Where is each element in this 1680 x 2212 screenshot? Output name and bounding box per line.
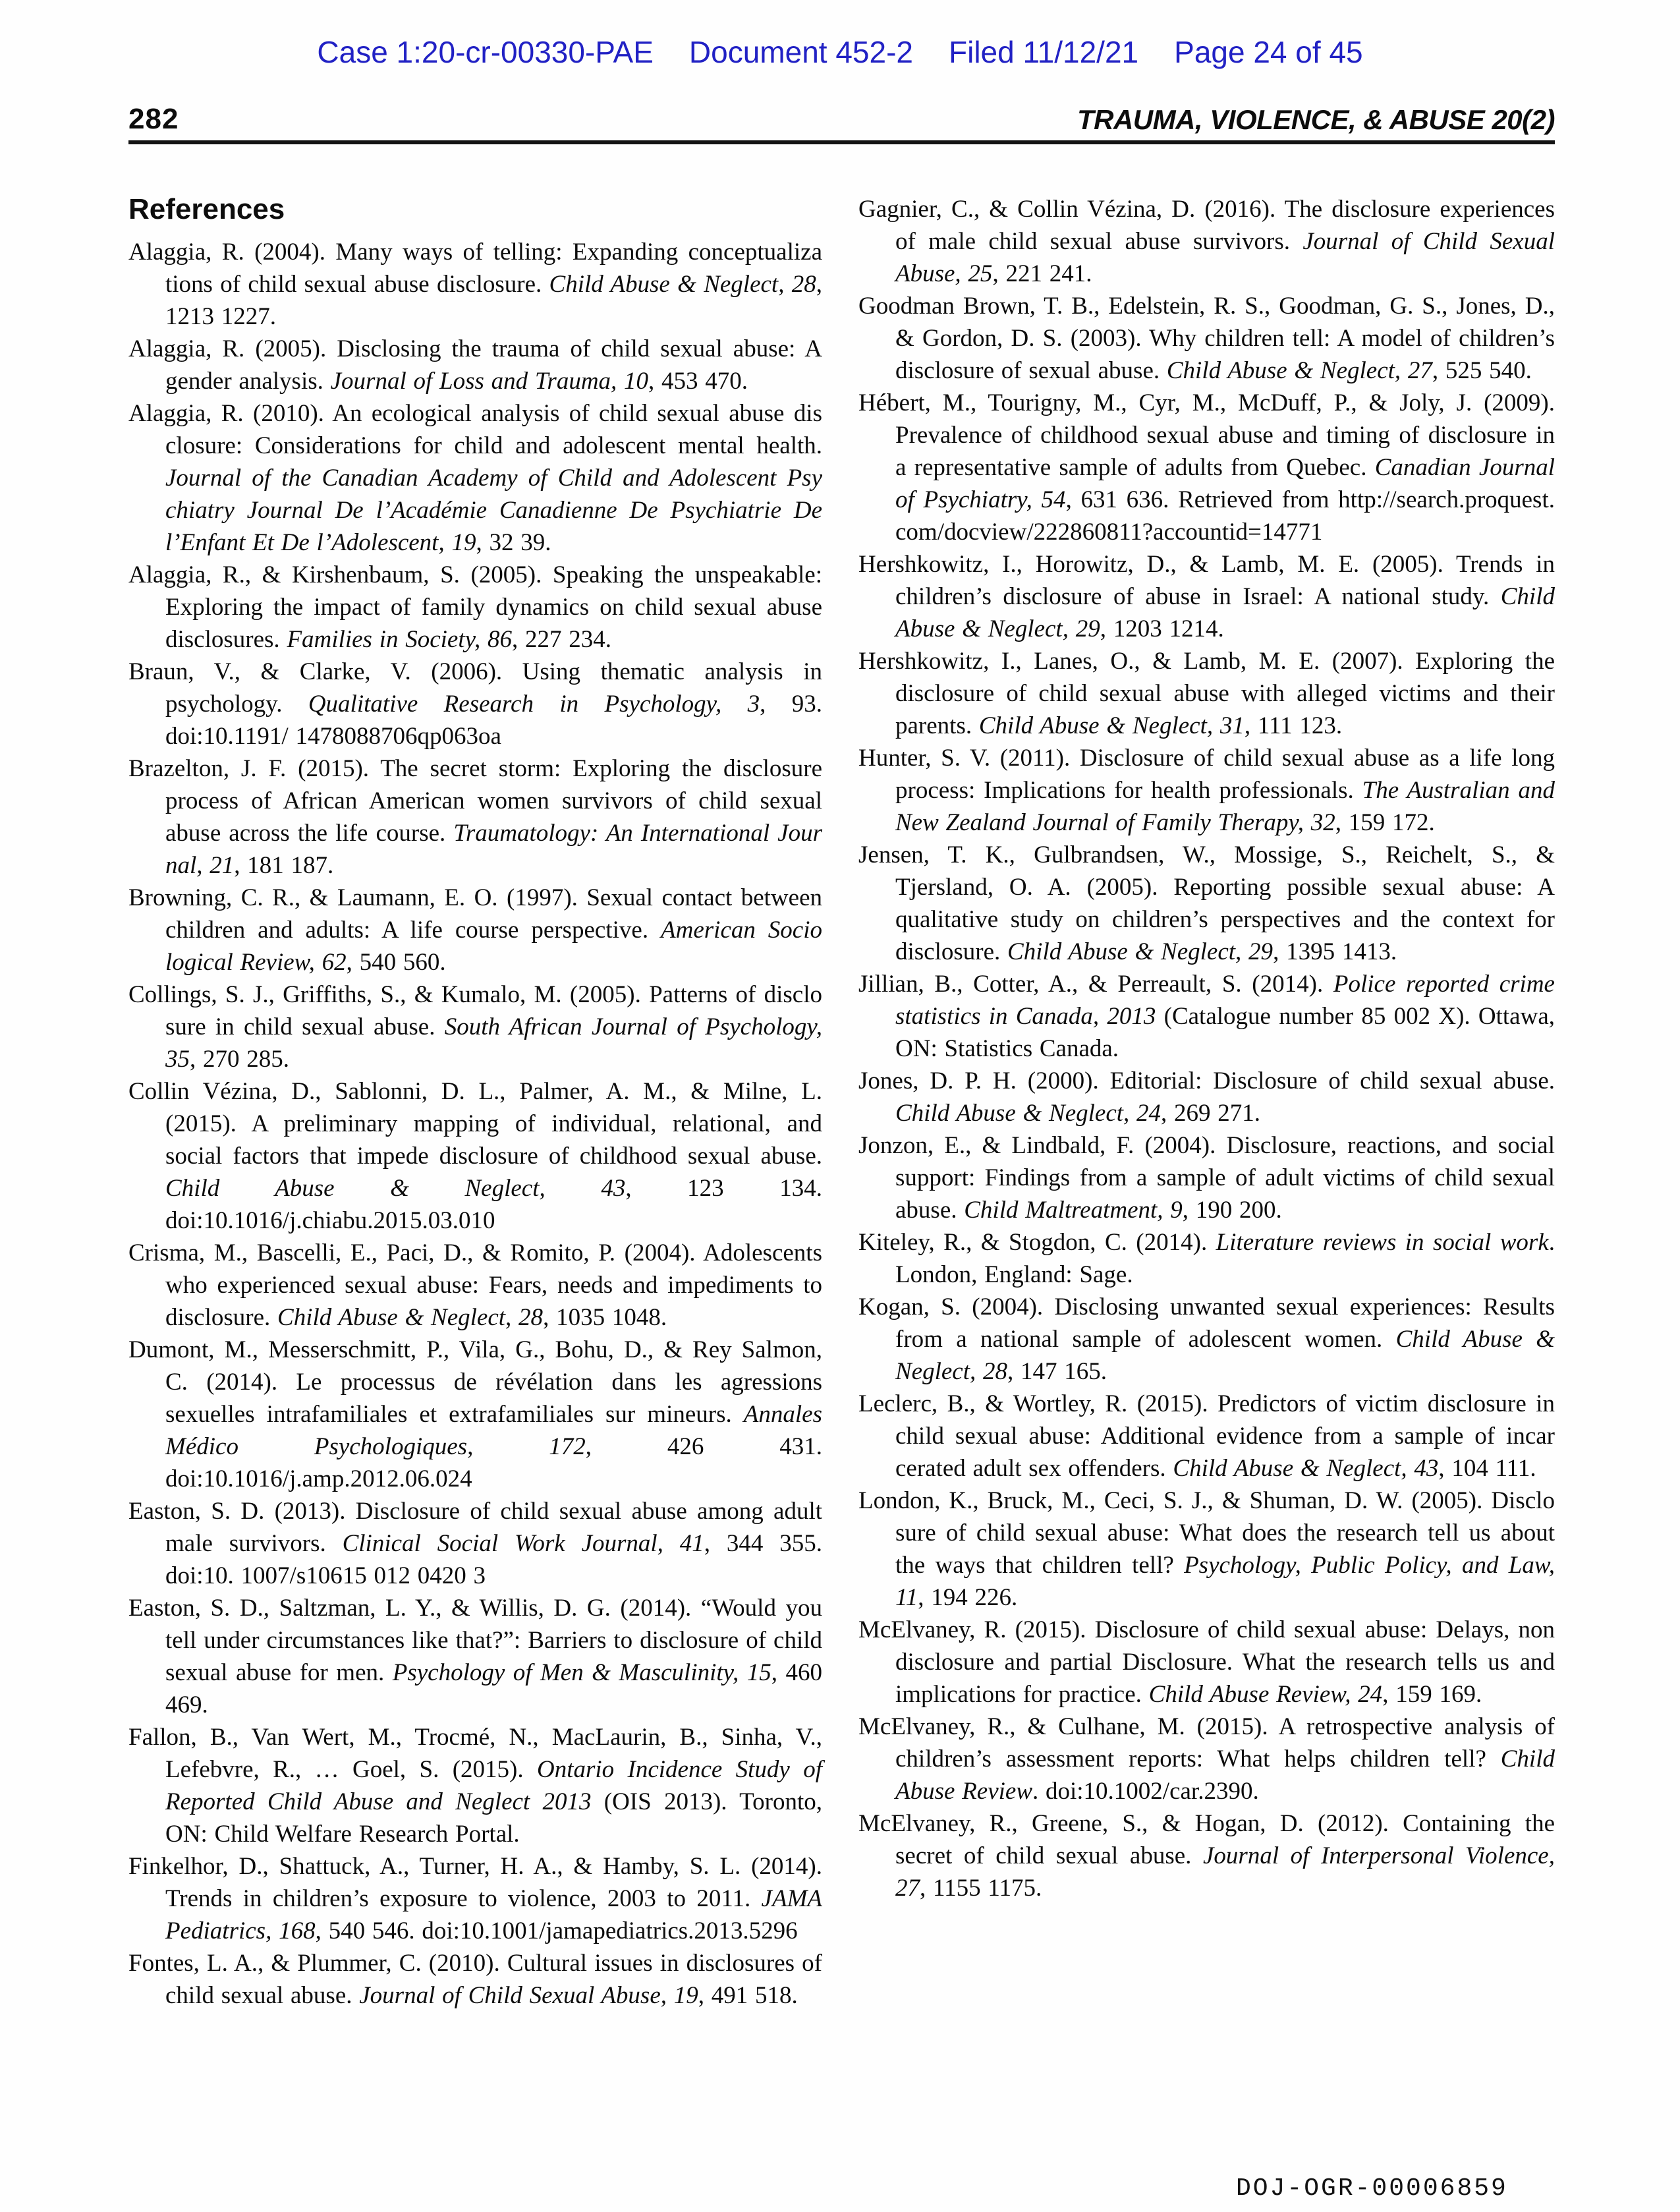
references-column-left (128, 193, 822, 2012)
reference-item: Hébert, M., Tourigny, M., Cyr, M., McDuff, P., & Joly, J. (2009). Prevalence of childhood sexual abuse and timing of disclosure in a representative sample of adults from Quebec. Canadian Journal of Psychiatry, 54, 631 636. Retrieved from http://search.proquest. com/docview/222860811?accountid=14771 (858, 389, 1555, 546)
reference-item: Goodman Brown, T. B., Edelstein, R. S., Goodman, G. S., Jones, D., & Gordon, D. S. (2003). Why children tell: A model of children’s disclosure of sexual abuse. Child Abuse & Neglect, 27, 525 540. (858, 293, 1555, 384)
page-count: Page 24 of 45 (1174, 35, 1363, 69)
case-stamp-header (0, 34, 1680, 70)
reference-item: Jillian, B., Cotter, A., & Perreault, S. (2014). Police reported crime statistics in Canada, 2013 (Catalogue number 85 002 X). Ottawa, ON: Statistics Canada. (858, 971, 1555, 1062)
reference-item: Browning, C. R., & Laumann, E. O. (1997). Sexual contact between children and adults: A life course perspective. American Socio logical Review, 62, 540 560. (128, 884, 822, 976)
reference-item: Leclerc, B., & Wortley, R. (2015). Predictors of victim disclosure in child sexual abuse: Additional evidence from a sample of incar cerated adult sex offenders. Child Abuse & Neglect, 43, 104 111. (858, 1390, 1555, 1482)
references-column-right (858, 193, 1555, 1904)
reference-item: Alaggia, R., & Kirshenbaum, S. (2005). Speaking the unspeakable: Exploring the impact of family dynamics on child sexual abuse disclosures. Families in Society, 86, 227 234. (128, 561, 822, 653)
reference-item: Jensen, T. K., Gulbrandsen, W., Mossige, S., Reichelt, S., & Tjersland, O. A. (2005). Reporting possible sexual abuse: A qualitative study on children’s perspectives and the context for disclosure. Child Abuse & Neglect, 29, 1395 1413. (858, 841, 1555, 965)
reference-item: Jonzon, E., & Lindbald, F. (2004). Disclosure, reactions, and social support: Findings from a sample of adult victims of child sexual abuse. Child Maltreatment, 9, 190 200. (858, 1132, 1555, 1224)
reference-item: Fallon, B., Van Wert, M., Trocmé, N., MacLaurin, B., Sinha, V., Lefebvre, R., … Goel, S. (2015). Ontario Incidence Study of Reported Child Abuse and Neglect 2013 (OIS 2013). Toronto, ON: Child Welfare Research Portal. (128, 1724, 823, 1848)
reference-item: London, K., Bruck, M., Ceci, S. J., & Shuman, D. W. (2005). Disclo sure of child sexual abuse: What does the research tell us about the ways that children tell? Psychology, Public Policy, and Law, 11, 194 226. (858, 1487, 1555, 1611)
reference-item: Alaggia, R. (2005). Disclosing the trauma of child sexual abuse: A gender analysis. Journal of Loss and Trauma, 10, 453 470. (128, 335, 822, 395)
reference-item: Hunter, S. V. (2011). Disclosure of child sexual abuse as a life long process: Implications for health professionals. The Australian and New Zealand Journal of Family Therapy, 32, 159 172. (858, 745, 1555, 836)
reference-item: McElvaney, R., Greene, S., & Hogan, D. (2012). Containing the secret of child sexual abuse. Journal of Interpersonal Violence, 27, 1155 1175. (858, 1810, 1555, 1902)
reference-item: Dumont, M., Messerschmitt, P., Vila, G., Bohu, D., & Rey Salmon, C. (2014). Le processus de révélation dans les agressions sexuelles intrafamiliales et extrafamiliales sur mineurs. Annales Médico Psychologiques, 172, 426 431. doi:10.1016/j.amp.2012.06.024 (128, 1336, 823, 1492)
header-rule (128, 140, 1555, 144)
running-head (128, 103, 1555, 138)
reference-item: Hershkowitz, I., Horowitz, D., & Lamb, M. E. (2005). Trends in children’s disclosure of abuse in Israel: A national study. Child Abuse & Neglect, 29, 1203 1214. (858, 551, 1555, 642)
reference-item: Collings, S. J., Griffiths, S., & Kumalo, M. (2005). Patterns of disclo sure in child sexual abuse. South African Journal of Psychology, 35, 270 285. (128, 981, 823, 1073)
references-list-right (858, 193, 1555, 1904)
reference-item: Brazelton, J. F. (2015). The secret storm: Exploring the disclosure process of African American women survivors of child sexual abuse across the life course. Traumatology: An International Jour nal, 21, 181 187. (128, 755, 822, 879)
reference-item: McElvaney, R. (2015). Disclosure of child sexual abuse: Delays, non disclosure and partial Disclosure. What the research tells us and implications for practice. Child Abuse Review, 24, 159 169. (858, 1616, 1555, 1708)
reference-item: Jones, D. P. H. (2000). Editorial: Disclosure of child sexual abuse. Child Abuse & Neglect, 24, 269 271. (858, 1067, 1555, 1127)
reference-item: Fontes, L. A., & Plummer, C. (2010). Cultural issues in disclosures of child sexual abuse. Journal of Child Sexual Abuse, 19, 491 518. (128, 1950, 822, 2009)
reference-item: Alaggia, R. (2010). An ecological analysis of child sexual abuse dis closure: Considerations for child and adolescent mental health. Journal of the Canadian Academy of Child and Adolescent Psy chiatry Journal De l’Académie Canadienne De Psychiatrie De l’Enfant Et De l’Adolescent, 19, 32 39. (128, 400, 822, 556)
reference-item: Alaggia, R. (2004). Many ways of telling: Expanding conceptualiza tions of child sexual abuse disclosure. Child Abuse & Neglect, 28, 1213 1227. (128, 239, 822, 330)
document-number: Document 452-2 (688, 35, 913, 69)
reference-item: Hershkowitz, I., Lanes, O., & Lamb, M. E. (2007). Exploring the disclosure of child sexual abuse with alleged victims and their parents. Child Abuse & Neglect, 31, 111 123. (858, 648, 1555, 739)
references-heading: References (128, 193, 285, 225)
journal-running-title: TRAUMA, VIOLENCE, & ABUSE 20(2) (1077, 104, 1555, 135)
page-number: 282 (128, 103, 179, 135)
reference-item: Easton, S. D. (2013). Disclosure of child sexual abuse among adult male survivors. Clinical Social Work Journal, 41, 344 355. doi:10. 1007/s10615 012 0420 3 (128, 1498, 822, 1589)
bates-number: DOJ-OGR-00006859 (1236, 2174, 1508, 2203)
case-number: Case 1:20-cr-00330-PAE (317, 35, 654, 69)
reference-item: Braun, V., & Clarke, V. (2006). Using thematic analysis in psychology. Qualitative Research in Psychology, 3, 93. doi:10.1191/ 1478088706qp063oa (128, 658, 822, 750)
reference-item: Kogan, S. (2004). Disclosing unwanted sexual experiences: Results from a national sample of adolescent women. Child Abuse & Neglect, 28, 147 165. (858, 1293, 1555, 1385)
reference-item: Crisma, M., Bascelli, E., Paci, D., & Romito, P. (2004). Adolescents who experienced sexual abuse: Fears, needs and impediments to disclosure. Child Abuse & Neglect, 28, 1035 1048. (128, 1239, 822, 1331)
reference-item: McElvaney, R., & Culhane, M. (2015). A retrospective analysis of children’s assessment reports: What helps children tell? Child Abuse Review. doi:10.1002/car.2390. (858, 1713, 1555, 1805)
reference-item: Finkelhor, D., Shattuck, A., Turner, H. A., & Hamby, S. L. (2014). Trends in children’s exposure to violence, 2003 to 2011. JAMA Pediatrics, 168, 540 546. doi:10.1001/jamapediatrics.2013.5296 (128, 1853, 822, 1944)
reference-item: Collin Vézina, D., Sablonni, D. L., Palmer, A. M., & Milne, L. (2015). A preliminary mapping of individual, relational, and social factors that impede disclosure of childhood sexual abuse. Child Abuse & Neglect, 43, 123 134. doi:10.1016/j.chiabu.2015.03.010 (128, 1078, 822, 1234)
reference-item: Kiteley, R., & Stogdon, C. (2014). Literature reviews in social work. London, England: Sage. (858, 1229, 1555, 1288)
reference-item: Easton, S. D., Saltzman, L. Y., & Willis, D. G. (2014). “Would you tell under circumstances like that?”: Barriers to disclosure of child sexual abuse for men. Psychology of Men & Masculinity, 15, 460 469. (128, 1595, 822, 1718)
reference-item: Gagnier, C., & Collin Vézina, D. (2016). The disclosure experiences of male child sexual abuse survivors. Journal of Child Sexual Abuse, 25, 221 241. (858, 196, 1555, 287)
filed-date: Filed 11/12/21 (949, 35, 1139, 69)
references-list-left (128, 236, 822, 2012)
